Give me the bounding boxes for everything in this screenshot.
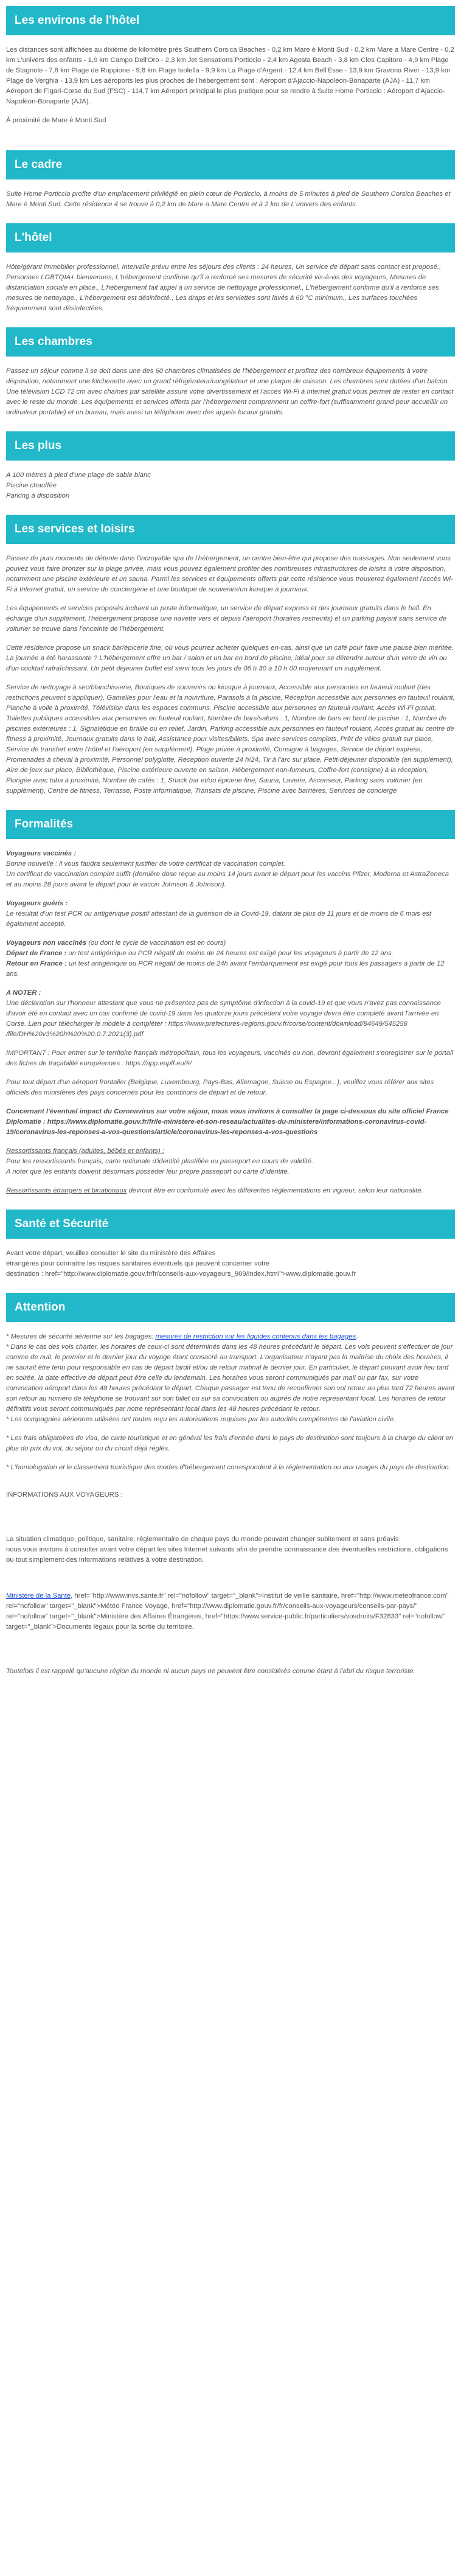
bagages-prefix: * Mesures de sécurité aérienne sur les bagages: xyxy=(6,1333,156,1340)
section-cadre xyxy=(6,150,455,210)
situation-text xyxy=(6,1534,455,1565)
sante-line: étrangères pour connaître les risques sanitaires éventuels qui peuvent concerner votre xyxy=(6,1260,270,1267)
section-title-services: Les services et loisirs xyxy=(6,515,455,544)
section-title-sante: Santé et Sécurité xyxy=(6,1210,455,1239)
plus-item: A 100 mètres à pied d'une plage de sable blanc xyxy=(6,472,151,479)
section-hotel xyxy=(6,223,455,314)
coronavirus-text: Concernant l'éventuel impact du Coronavirus sur votre séjour, nous vous invitons à consulter la page ci-dessous du site officiel France Diplomatie : https://www.diplomatie.gouv.fr/fr/le-ministere-et-son-reseau/actualites-du-ministere/informations-coronavirus-covid-19/coronavirus-les-reponses-a-vos-questions/article/coronavirus-les-reponses-a-vos-questions xyxy=(6,1108,449,1136)
ressortissants-line: Pour les ressortissants français, carte nationale d'identité plastifiée ou passeport en cours de validité. xyxy=(6,1158,314,1165)
etrangers-text: devront être en conformité avec les différentes réglementations en vigueur, selon leur nationalité. xyxy=(127,1187,423,1194)
cadre-text: Suite Home Porticcio profite d'un emplacement privilégié en plein cœur de Porticcio, à moins de 5 minutes à pied de Southern Corsica Beaches et Mare è Monti Sud. Cette résidence 4 se trouve à 0,2 km de Mare a Mare Centre et à 2 km de L'univers des enfants. xyxy=(6,190,451,208)
section-environs xyxy=(6,6,455,126)
info-voyageurs-heading: INFORMATIONS AUX VOYAGEURS : xyxy=(6,1491,123,1499)
gueris-text: Le résultat d'un test PCR ou antigénique positif attestant de la guérison de la Covid-19, datant de plus de 11 jours et de moins de 6 mois est également accepté. xyxy=(6,910,432,928)
important-text: IMPORTANT : Pour entrer sur le territoire français métropolitain, tous les voyageurs, vaccinés ou non, devront également s'enregistrer sur le portail des fiches de traçabilité européennes : https://app.euplf.eu/#/ xyxy=(6,1050,454,1067)
section-plus xyxy=(6,431,455,501)
plus-item: Piscine chauffée xyxy=(6,482,57,489)
vaccines-line: Un certificat de vaccination complet suffit (dernière dose reçue au moins 14 jours avant le départ pour les vaccins Pfizer, Moderna et AstraZeneca et au moins 28 jours avant le départ pour le vaccin Johnson & Johnson). xyxy=(6,871,449,888)
ministere-sante-link[interactable]: Ministère de la Santé xyxy=(6,1592,71,1600)
attention-bagages xyxy=(6,1332,455,1342)
note-text: Une déclaration sur l'honneur attestant que vous ne présentez pas de symptôme d'infection à la covid-19 et que vous n'avez pas connaissance d'avoir été en contact avec un cas confirmé de covid-19 dans les quatorze jours précédent votre voyage devra être complété avant l'arrivée en Corse. Lien pour télécharger le modèle à compléter : https://www.prefectures-regions.gouv.fr/corse/content/download/84649/545258 /file/DH%20v3%20h%20%20.0.7.2021(3).pdf xyxy=(6,1000,441,1038)
ressortissants-heading: Ressortissants français (adultes, bébés et enfants) : xyxy=(6,1147,164,1155)
bagages-suffix: . xyxy=(356,1333,358,1340)
ressortissants-text xyxy=(6,1157,455,1177)
etrangers-line xyxy=(6,1186,455,1196)
chambres-text: Passez un séjour comme il se doit dans une des 60 chambres climatisées de l'hébergement et profitez des nombreux équipements à votre disposition, notamment une kitchenette avec un grand réfrigérateur/congélateur et une plaque de cuisson. Les chambres sont dotées d'un balcon. Une télévision LCD 72 cm avec chaînes par satellite assure votre divertissement et l'accès Wi-Fi à Internet gratuit vous permet de rester en contact avec le reste du monde. Les équipements et services offerts par l'hébergement comprennent un coffre-fort (suffisamment grand pour accueillir un ordinateur portable) et un bureau, mais aussi un téléphone avec des appels locaux gratuits. xyxy=(6,367,454,416)
section-title-hotel: L'hôtel xyxy=(6,223,455,252)
liquids-restriction-link[interactable]: mesures de restriction sur les liquides contenus dans les bagages xyxy=(155,1333,356,1340)
official-links xyxy=(6,1591,455,1632)
nonvacc-heading-suffix: (ou dont le cycle de vaccination est en cours) xyxy=(86,939,226,947)
section-title-attention: Attention xyxy=(6,1293,455,1322)
plus-list xyxy=(6,470,455,501)
situation-line: La situation climatique, politique, sanitaire, réglementaire de chaque pays du monde pouvant changer subitement et sans préavis xyxy=(6,1536,399,1543)
nonvacc-heading: Voyageurs non vaccinés xyxy=(6,939,87,947)
vaccines-text xyxy=(6,859,455,890)
attention-frais: * Les frais obligatoires de visa, de carte touristique et en général les frais d'entrée dans le pays de destination sont toujours à la charge du client en plus du prix du vol, du séjour ou du circuit déjà réglés. xyxy=(6,1435,454,1452)
attention-homologation: * L'homologation et le classement touristique des modes d'hébergement correspondent à la réglementation ou aux usages du pays de destination. xyxy=(6,1464,451,1471)
section-sante xyxy=(6,1210,455,1279)
sante-line: Avant votre départ, veuillez consulter le site du ministère des Affaires xyxy=(6,1250,216,1257)
official-links-text: , href="http://www.invs.sante.fr" rel="nofollow" target="_blank">Institut de veille sanitaire, href="http://www.meteofrance.com" rel="nofollow" target="_blank">Météo France Voyage, href="http://www.diplomatie.gouv.fr/fr/conseils-aux-voyageurs/conseils-par-pays/" rel="nofollow" target="_blank">Ministère des Affaires Étrangères, href="https://www.service-public.fr/particuliers/vosdroits/F32833" rel="nofollow" target="_blank">Documents légaux pour la sortie du territoire. xyxy=(6,1592,449,1631)
vaccines-heading: Voyageurs vaccinés : xyxy=(6,850,77,857)
attention-charter: * Dans le cas des vols charter, les horaires de ceux-ci sont déterminés dans les 48 heures précédant le départ. Les vols peuvent s'effectuer de jour comme de nuit, le premier et le dernier jour du voyage étant consacré au transport. L'organisateur n'ayant pas la maîtrise du choix des horaires, il ne saurait être tenu pour responsable en cas de départ tardif et/ou de retour matinal le dernier jour. En particulier, le départ pouvant avoir lieu tard en soirée, la date effective de départ peut être celle du lendemain. Les horaires vous seront communiqués par mail ou par fax, sur votre convocation aéroport dans les 48 heures précédant le départ. Chaque passager est tenu de reconfirmer son vol retour au plus tard 72 heures avant son retour au numéro de téléphone se trouvant sur son billet ou sur sa convocation ou auprès de notre représentant local. Les horaires de retour définitifs vous seront communiqués par notre représentant local dans les 48 heures précédant le retour. xyxy=(6,1343,455,1413)
section-formalites xyxy=(6,810,455,1196)
page xyxy=(0,6,461,1677)
hotel-text: Hôte/gérant immobilier professionnel, Intervalle prévu entre les séjours des clients : 24 heures, Un service de départ sans contact est proposé., Personnes LGBTQIA+ bienvenues, L'hébergement confirme qu'il a renforcé ses mesures de sécurité vis-à-vis des voyageurs, Mesures de distanciation sociale en place., L'hébergement fait appel à un service de nettoyage professionnel., L'hébergement confirme qu'il a renforcé ses mesures de nettoyage., L'hébergement est désinfecté., Les draps et les serviettes sont lavés à 60 °C minimum., Les surfaces touchées fréquemment sont désinfectées. xyxy=(6,263,442,312)
situation-line: nous vous invitons à consulter avant votre départ les sites Internet suivants afin de prendre connaissance des éventuelles restrictions, obligations ou tout simplement des informations relatives à votre destination. xyxy=(6,1546,448,1564)
retour-text: un test antigénique ou PCR négatif de moins de 24h avant l'embarquement est exigé pour tous les passagers à partir de 12 ans. xyxy=(6,960,445,978)
retour-line xyxy=(6,959,455,980)
section-attention xyxy=(6,1293,455,1677)
depart-text: un test antigénique ou PCR négatif de moins de 24 heures est exigé pour les voyageurs à partir de 12 ans. xyxy=(66,950,393,957)
section-chambres xyxy=(6,327,455,418)
note-heading: A NOTER : xyxy=(6,989,41,997)
retour-label: Retour en France : xyxy=(6,960,67,967)
sante-line: destination : href="http://www.diplomatie.gouv.fr/fr/conseils-aux-voyageurs_909/index.html">www.diplomatie.gouv.fr xyxy=(6,1270,356,1278)
sante-text xyxy=(6,1248,455,1279)
services-amenities: Service de nettoyage à sec/blanchisserie, Boutiques de souvenirs ou kiosque à journaux, Accessible aux personnes en fauteuil roulant (des restrictions peuvent s'appliquer), Gamelles pour l'eau et la nourriture, Parasols à la piscine, Réception accessible aux personnes en fauteuil roulant, Planche à voile à proximité, Télévision dans les espaces communs, Piscine accessible aux personnes en fauteuil roulant, Accès Wi-Fi gratuit, Toilettes publiques accessibles aux personnes en fauteuil roulant, Nombre de bars/salons : 1, Nombre de bars en bord de piscine : 1, Nombre de piscines extérieures : 1, Signalétique en braille ou en relief, Jardin, Parking accessible aux personnes en fauteuil roulant, Accès gratuit au centre de fitness à proximité, Journaux gratuits dans le hall, Assistance pour visites/billets, Spa avec services complets, Prêt de vélos gratuit sur place, Service de transfert entre l'hôtel et l'aéroport (en supplément), Plage privée à proximité, Consigne à bagages, Service de départ express, Promenades à cheval à proximité, Personnel polyglotte, Réception ouverte 24 h/24, Tir à l'arc sur place, Petit-déjeuner disponible (en supplément), Aire de jeux sur place, Bibliothèque, Piscine extérieure ouverte en saison, Hébergement non-fumeurs, Coffre-fort (consigne) à la réception, Plongée avec tuba à proximité, Nombre de cafés : 1, Snack bar et/ou épicerie fine, Sauna, Laverie, Ascenseur, Parking sans voiturier (en supplément), Centre de fitness, Terrasse, Poste informatique, Transats de piscine, Piscine avec barrières, Services de concierge xyxy=(6,684,455,795)
services-text-3: Cette résidence propose un snack bar/épicerie fine, où vous pourrez acheter quelques en-cas, ainsi que un café pour faire une pause bien méritée. La journée a été harassante ? L'hébergement offre un bar / salon et un bar en bord de piscine, idéal pour se détendre autour d'un verre de vin ou d'un cocktail rafraîchissant. Un petit déjeuner buffet est servi tous les jours de 06 h 30 à 10 h 00 moyennant un supplément. xyxy=(6,644,454,672)
section-services xyxy=(6,515,455,796)
nonvacc-heading-line xyxy=(6,938,455,949)
environs-text: Les distances sont affichées au dixième de kilomètre près Southern Corsica Beaches - 0,2 km Mare è Monti Sud - 0,2 km Mare a Mare Centre - 0,2 km L'univers des enfants - 1,9 km Campo Dell'Oro - 2,3 km Jet Sensations Porticcio - 2,4 km Agosta Beach - 3,8 km Clos Capitoro - 4,9 km Plage de Stagnole - 7,8 km Plage de Ruppione - 9,8 km Plage Isolella - 9,9 km La Plage d'Argent - 12,4 km Bell'Esse - 13,9 km Gravona River - 13,9 km Plage de Verghia - 13,9 km Les aéroports les plus proches de l'hébergement sont : Aéroport d'Ajaccio-Napoléon-Bonaparte (AJA) - 11,7 km Aéroport de Figari-Corse du Sud (FSC) - 114,7 km Aéroport principal le plus pratique pour se rendre à Suite Home Porticcio : Aéroport d'Ajaccio-Napoléon-Bonaparte (AJA). xyxy=(6,46,454,105)
etrangers-heading: Ressortissants étrangers et binationaux xyxy=(6,1187,127,1194)
gueris-heading: Voyageurs guéris : xyxy=(6,900,68,907)
section-title-cadre: Le cadre xyxy=(6,150,455,179)
environs-proximity: À proximité de Mare è Monti Sud xyxy=(6,117,106,124)
border-airport-text: Pour tout départ d'un aéroport frontalier (Belgique, Luxembourg, Pays-Bas, Allemagne, Suisse ou Espagne...), veuillez vous référer aux sites officiels des ministères des pays concernés pour les conditions de départ et de retour. xyxy=(6,1079,434,1096)
plus-item: Parking à disposition xyxy=(6,492,70,500)
depart-line xyxy=(6,949,455,959)
section-title-chambres: Les chambres xyxy=(6,327,455,357)
terrorism-warning: Toutefois il est rappelé qu'aucune région du monde ni aucun pays ne peuvent être considérés comme étant à l'abri du risque terroriste. xyxy=(6,1668,415,1675)
services-text-1: Passez de purs moments de détente dans l'incroyable spa de l'hébergement, un centre bien-être qui propose des massages. Non seulement vous pouvez vous faire bronzer sur la plage privée, mais vous pouvez également profiter des nombreuses infrastructures de loisirs à votre disposition, notamment une piscine extérieure et un sauna. Parmi les services et équipements offerts par cette résidence vous trouverez également l'accès Wi-Fi à Internet gratuit, un service de conciergerie et une boutique de souvenirs/un kiosque à journaux. xyxy=(6,555,453,593)
services-text-2: Les équipements et services proposés incluent un poste informatique, un service de départ express et des journaux gratuits dans le hall. En échange d'un supplément, l'hébergement propose une navette vers et depuis l'aéroport (horaires restreints) et un parking payant sans service de voiturier se trouve dans l'enceinte de l'hébergement. xyxy=(6,605,447,633)
section-title-environs: Les environs de l'hôtel xyxy=(6,6,455,35)
attention-compagnies: * Les compagnies aériennes utilisées ont toutes reçu les autorisations requises par les autorités compétentes de l'aviation civile. xyxy=(6,1416,396,1423)
ressortissants-line: A noter que les enfants doivent désormais posséder leur propre passeport ou carte d'identité. xyxy=(6,1168,289,1175)
vaccines-line: Bonne nouvelle : il vous faudra seulement justifier de votre certificat de vaccination complet. xyxy=(6,860,286,868)
section-title-plus: Les plus xyxy=(6,431,455,461)
section-title-formalites: Formalités xyxy=(6,810,455,839)
depart-label: Départ de France : xyxy=(6,950,67,957)
